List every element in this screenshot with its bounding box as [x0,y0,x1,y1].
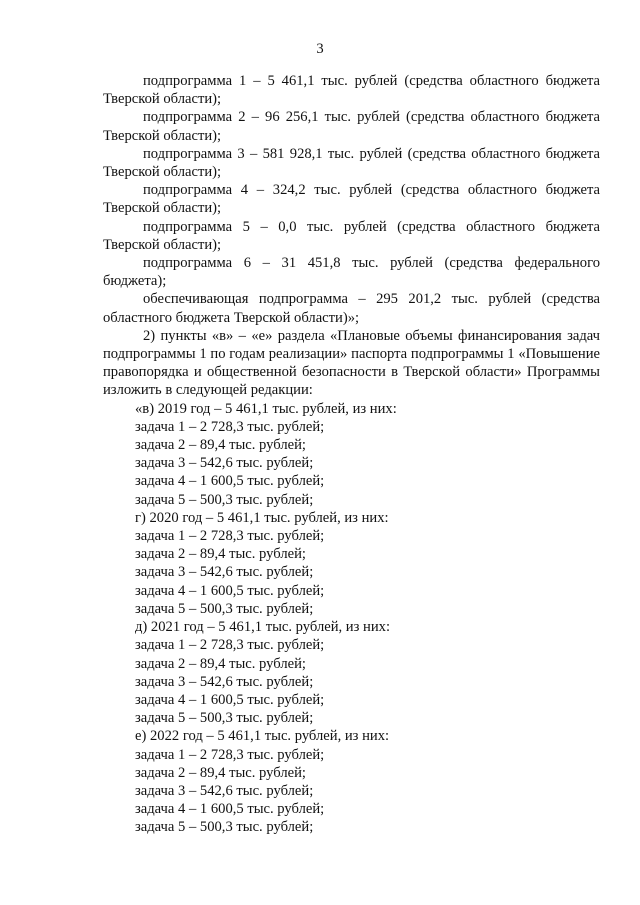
year-2022-heading: е) 2022 год – 5 461,1 тыс. рублей, из них: [135,728,390,745]
year-2019-heading: «в) 2019 год – 5 461,1 тыс. рублей, из них: [135,400,397,417]
subprogram-2-paragraph: подпрограмма 2 – 96 256,1 тыс. рублей (средства областного бюджета Тверской области); [103,109,600,144]
year-2022-task-4: задача 4 – 1 600,5 тыс. рублей; [135,801,325,818]
document-body [103,72,600,837]
year-2022-task-5: задача 5 – 500,3 тыс. рублей; [135,819,314,836]
year-2019-task-4: задача 4 – 1 600,5 тыс. рублей; [135,473,325,490]
year-2020-task-3: задача 3 – 542,6 тыс. рублей; [135,564,314,581]
subprogram-1-paragraph: подпрограмма 1 – 5 461,1 тыс. рублей (средства областного бюджета Тверской области); [103,73,600,108]
subprogram-5-paragraph: подпрограмма 5 – 0,0 тыс. рублей (средства областного бюджета Тверской области); [103,218,600,253]
year-2019-task-1: задача 1 – 2 728,3 тыс. рублей; [135,418,325,435]
supporting-subprogram-paragraph: обеспечивающая подпрограмма – 295 201,2 тыс. рублей (средства областного бюджета Тверской области)»; [103,291,600,326]
year-2019-task-3: задача 3 – 542,6 тыс. рублей; [135,455,314,472]
subprogram-3-paragraph: подпрограмма 3 – 581 928,1 тыс. рублей (средства областного бюджета Тверской области); [103,145,600,181]
year-2020-task-1: задача 1 – 2 728,3 тыс. рублей; [135,528,325,545]
item-2-paragraph: 2) пункты «в» – «е» раздела «Плановые объемы финансирования задач подпрограммы 1 по годам реализации» паспорта подпрограммы 1 «Повышение правопорядка и общественной безопасности в Тверской области» Программы изложить в следующей редакции: [103,327,600,399]
year-2021-task-3: задача 3 – 542,6 тыс. рублей; [135,673,314,690]
year-2020-heading: г) 2020 год – 5 461,1 тыс. рублей, из них: [135,509,389,526]
year-2021-heading: д) 2021 год – 5 461,1 тыс. рублей, из них: [135,619,391,636]
year-2021-task-5: задача 5 – 500,3 тыс. рублей; [135,710,314,727]
year-2020-task-2: задача 2 – 89,4 тыс. рублей; [135,546,306,563]
year-2022-task-3: задача 3 – 542,6 тыс. рублей; [135,782,314,799]
year-2022-task-2: задача 2 – 89,4 тыс. рублей; [135,764,306,781]
year-2021-task-2: задача 2 – 89,4 тыс. рублей; [135,655,306,672]
year-2019-task-2: задача 2 – 89,4 тыс. рублей; [135,437,306,454]
subprogram-4-paragraph: подпрограмма 4 – 324,2 тыс. рублей (средства областного бюджета Тверской области); [103,182,600,217]
year-2021-task-1: задача 1 – 2 728,3 тыс. рублей; [135,637,325,654]
year-2020-task-4: задача 4 – 1 600,5 тыс. рублей; [135,582,325,599]
subprogram-6-paragraph: подпрограмма 6 – 31 451,8 тыс. рублей (средства федерального бюджета); [103,255,600,290]
year-2022-task-1: задача 1 – 2 728,3 тыс. рублей; [135,746,325,763]
year-2020-task-5: задача 5 – 500,3 тыс. рублей; [135,600,314,617]
year-2021-task-4: задача 4 – 1 600,5 тыс. рублей; [135,691,325,708]
page-number: 3 [316,41,324,57]
year-2019-task-5: задача 5 – 500,3 тыс. рублей; [135,491,314,508]
